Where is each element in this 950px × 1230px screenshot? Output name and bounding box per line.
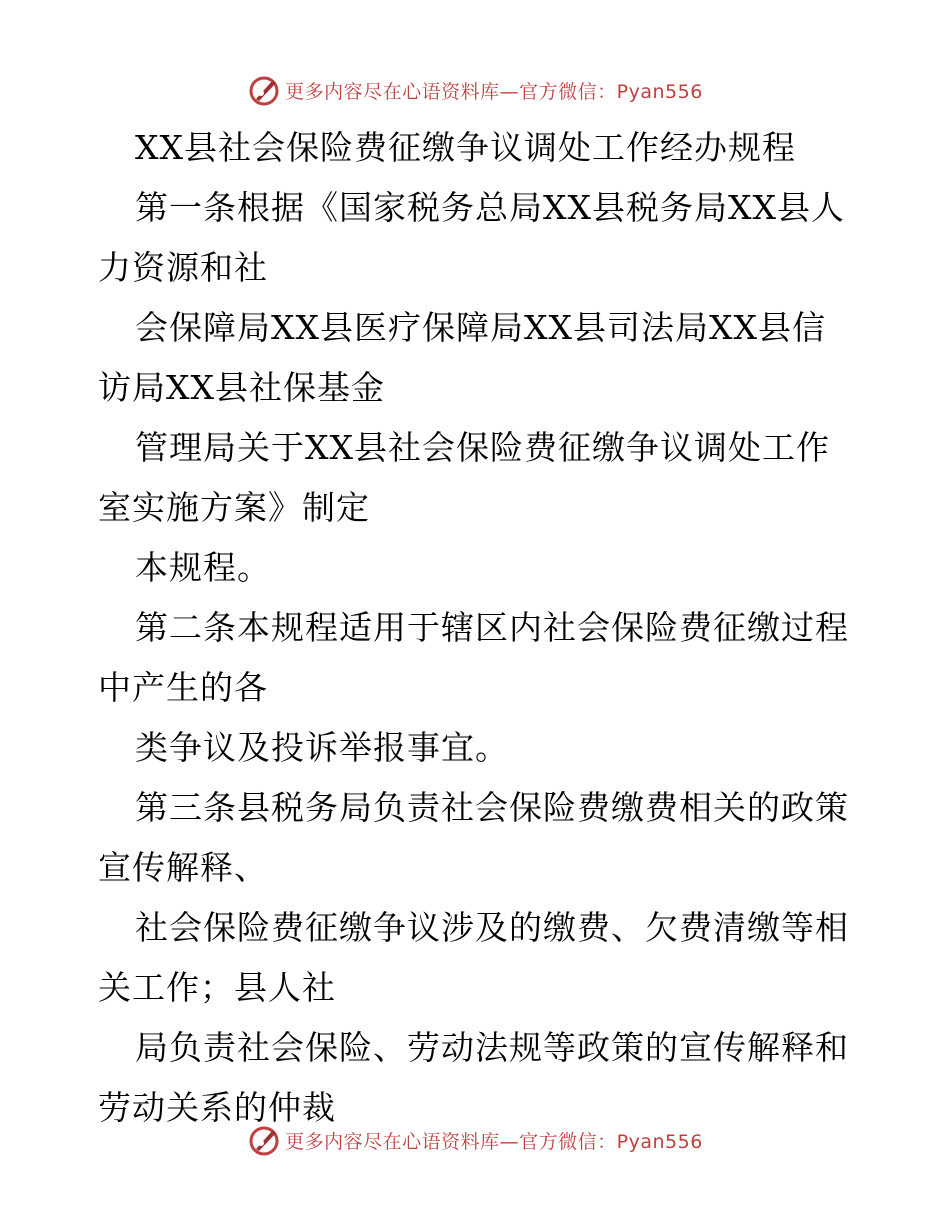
text-line: 本规程。	[135, 548, 271, 587]
footer-banner	[0, 1120, 950, 1160]
banner-content	[247, 1123, 703, 1157]
text-line: XX县社会保险费征缴争议调处工作经办规程	[135, 128, 796, 167]
text-line: 第二条本规程适用于辖区内社会保险费征缴过程	[135, 608, 849, 647]
header-banner	[0, 70, 950, 110]
text-line: 访局XX县社保基金	[98, 368, 385, 407]
text-line: 宣传解释、	[98, 848, 268, 887]
text-line: 第三条县税务局负责社会保险费缴费相关的政策	[135, 788, 849, 827]
text-line: 局负责社会保险、劳动法规等政策的宣传解释和	[135, 1028, 849, 1067]
document-body	[98, 118, 858, 1138]
text-line: 类争议及投诉举报事宜。	[135, 728, 509, 767]
quill-seal-logo-icon	[247, 73, 281, 107]
quill-seal-logo-icon	[247, 1123, 281, 1157]
text-line: 管理局关于XX县社会保险费征缴争议调处工作	[135, 428, 830, 467]
banner-text: 更多内容尽在心语资料库—官方微信：Pyan556	[285, 80, 703, 103]
text-line: 关工作；县人社	[98, 968, 336, 1007]
text-line: 劳动关系的仲裁	[98, 1088, 336, 1127]
text-line: 第一条根据《国家税务总局XX县税务局XX县人	[135, 188, 845, 227]
text-line: 室实施方案》制定	[98, 488, 370, 527]
text-line: 中产生的各	[98, 668, 268, 707]
text-line: 社会保险费征缴争议涉及的缴费、欠费清缴等相	[135, 908, 849, 947]
text-line: 会保障局XX县医疗保障局XX县司法局XX县信	[135, 308, 826, 347]
text-line: 力资源和社	[98, 248, 268, 287]
banner-content	[247, 73, 703, 107]
banner-text: 更多内容尽在心语资料库—官方微信：Pyan556	[285, 1130, 703, 1153]
